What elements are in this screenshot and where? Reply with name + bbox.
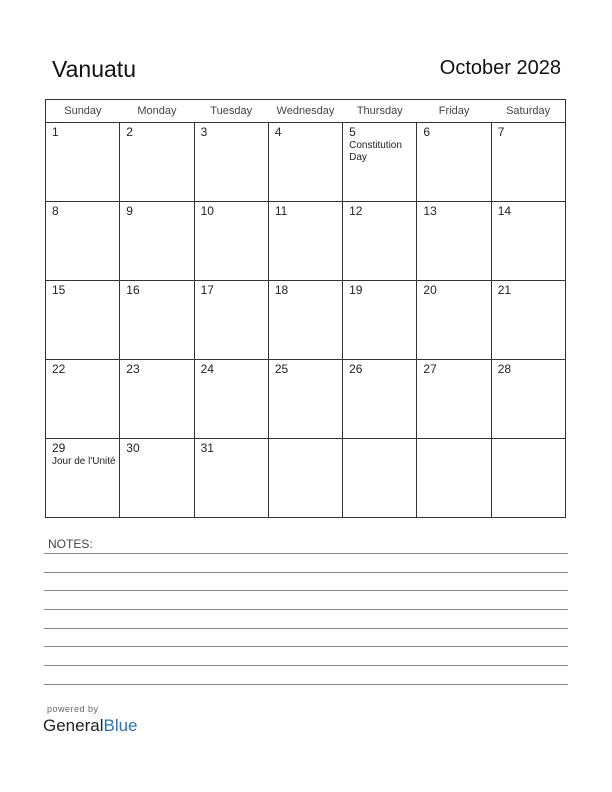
- day-cell: [268, 439, 342, 518]
- day-cell: [343, 439, 417, 518]
- day-number: 7: [497, 125, 505, 139]
- day-number: 30: [126, 441, 140, 455]
- day-cell: [46, 439, 120, 518]
- day-cell: [268, 202, 342, 281]
- day-number: 25: [274, 362, 289, 376]
- note-line: [44, 665, 568, 666]
- brand-logo[interactable]: [43, 716, 138, 736]
- day-cell: [491, 360, 565, 439]
- day-number: 20: [423, 283, 437, 297]
- day-cell: [120, 439, 194, 518]
- brand-blue-text: Blue: [103, 716, 138, 735]
- day-cell: [417, 123, 491, 202]
- day-cell: [194, 202, 268, 281]
- day-number: 3: [200, 125, 208, 139]
- weekday-header: Tuesday: [194, 100, 268, 123]
- week-row: [46, 123, 566, 202]
- day-number: 10: [200, 204, 214, 218]
- day-number: 8: [52, 204, 59, 218]
- note-line: [44, 646, 568, 647]
- weekday-header: Saturday: [491, 100, 565, 123]
- day-cell: [268, 123, 342, 202]
- day-cell: [343, 202, 417, 281]
- day-number: 31: [200, 441, 214, 455]
- brand-general-text: General: [43, 716, 104, 735]
- day-number: 4: [274, 125, 282, 139]
- powered-by-text: powered by: [47, 704, 99, 714]
- day-number: 1: [52, 125, 59, 139]
- weekday-header: Sunday: [46, 100, 120, 123]
- day-cell: [194, 281, 268, 360]
- day-cell: [417, 202, 491, 281]
- day-number: 11: [274, 204, 288, 218]
- day-cell: [491, 439, 565, 518]
- weekday-header: Thursday: [343, 100, 417, 123]
- notes-label: NOTES:: [48, 537, 93, 551]
- day-cell: [268, 360, 342, 439]
- country-title: Vanuatu: [52, 56, 136, 82]
- weekday-header: Monday: [120, 100, 194, 123]
- holiday-label: Constitution Day: [349, 140, 402, 163]
- day-number: 22: [52, 362, 66, 376]
- day-number: 13: [423, 204, 437, 218]
- note-line: [44, 572, 568, 573]
- holiday-label: Jour de l'Unité: [52, 456, 116, 467]
- day-cell: [46, 202, 120, 281]
- weekday-header: Wednesday: [268, 100, 342, 123]
- note-line: [44, 628, 568, 629]
- note-line: [44, 590, 568, 591]
- day-number: 29: [52, 441, 66, 455]
- day-number: 15: [52, 283, 66, 297]
- day-number: 12: [349, 204, 363, 218]
- day-cell: [46, 360, 120, 439]
- day-cell: [46, 123, 120, 202]
- day-number: 5: [349, 125, 356, 139]
- day-cell: [343, 123, 417, 202]
- calendar-body: [46, 123, 566, 518]
- week-row: [46, 202, 566, 281]
- day-cell: [120, 202, 194, 281]
- day-cell: [194, 360, 268, 439]
- day-cell: [491, 281, 565, 360]
- day-number: 23: [126, 362, 140, 376]
- week-row: [46, 281, 566, 360]
- day-cell: [343, 281, 417, 360]
- day-cell: [417, 281, 491, 360]
- week-row: [46, 439, 566, 518]
- day-cell: [343, 360, 417, 439]
- day-cell: [194, 439, 268, 518]
- day-number: 19: [349, 283, 363, 297]
- day-number: 21: [497, 283, 512, 297]
- day-number: 24: [200, 362, 214, 376]
- day-number: 27: [423, 362, 437, 376]
- day-number: 18: [274, 283, 289, 297]
- note-line: [44, 684, 568, 685]
- day-number: 9: [126, 204, 133, 218]
- calendar-grid: [45, 99, 566, 518]
- month-year-title: October 2028: [439, 57, 561, 79]
- week-row: [46, 360, 566, 439]
- day-cell: [417, 360, 491, 439]
- day-number: 26: [349, 362, 363, 376]
- day-number: 17: [200, 283, 214, 297]
- day-cell: [268, 281, 342, 360]
- day-cell: [46, 281, 120, 360]
- day-number: 6: [423, 125, 431, 139]
- day-cell: [491, 123, 565, 202]
- note-line: [44, 609, 568, 610]
- day-cell: [491, 202, 565, 281]
- note-line: [44, 553, 568, 554]
- day-cell: [120, 123, 194, 202]
- day-cell: [120, 281, 194, 360]
- weekday-header-row: [46, 100, 566, 123]
- weekday-header: Friday: [417, 100, 491, 123]
- day-cell: [120, 360, 194, 439]
- day-number: 14: [497, 204, 512, 218]
- day-number: 28: [497, 362, 512, 376]
- day-number: 2: [126, 125, 133, 139]
- day-number: 16: [126, 283, 140, 297]
- day-cell: [417, 439, 491, 518]
- day-cell: [194, 123, 268, 202]
